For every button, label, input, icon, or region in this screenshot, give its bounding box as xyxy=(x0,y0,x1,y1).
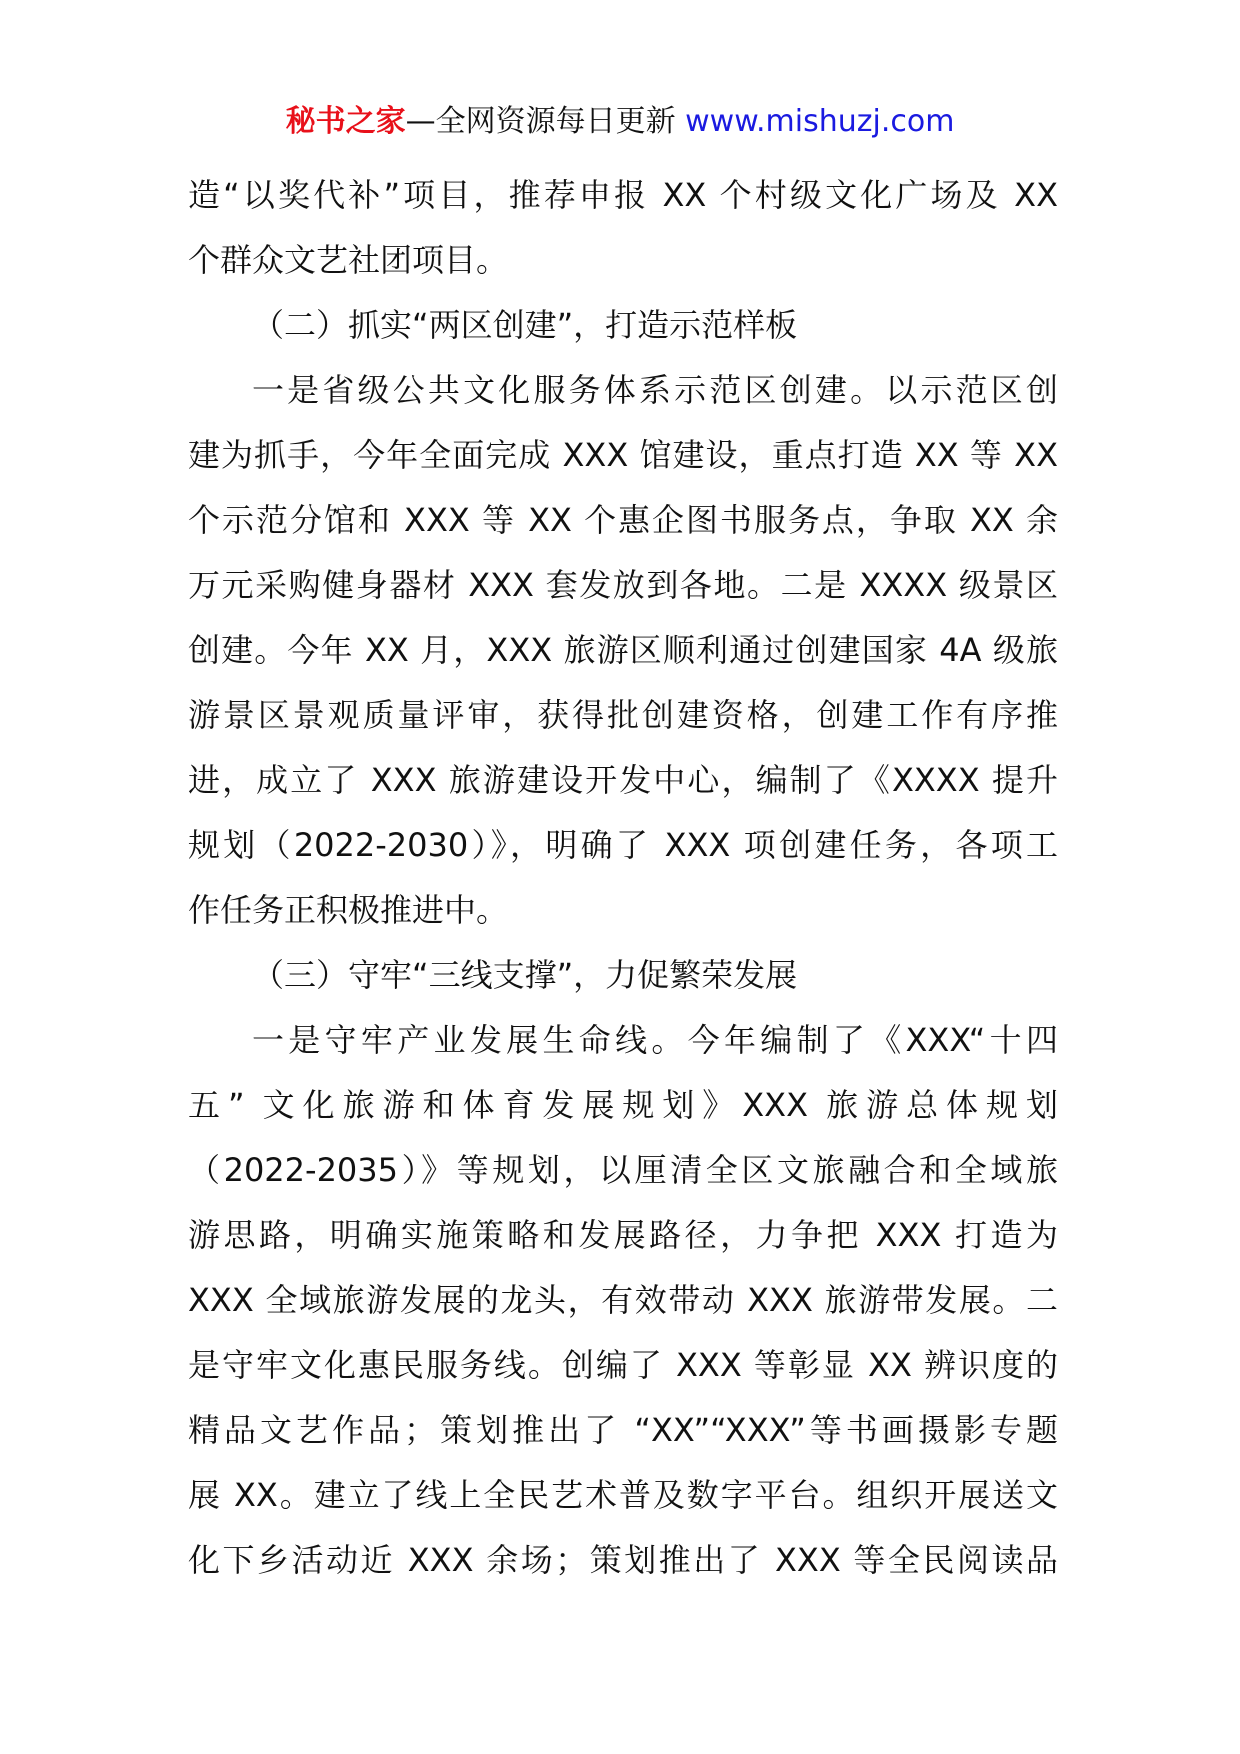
body-line: 建为抓手，今年全面完成 XXX 馆建设，重点打造 XX 等 XX xyxy=(188,436,1058,474)
body-line: 个示范分馆和 XXX 等 XX 个惠企图书服务点，争取 XX 余 xyxy=(188,501,1058,539)
site-url-link[interactable]: www.mishuzj.com xyxy=(685,104,955,139)
body-line: 万元采购健身器材 XXX 套发放到各地。二是 XXXX 级景区 xyxy=(188,566,1058,604)
body-line: 创建。今年 XX 月，XXX 旅游区顺利通过创建国家 4A 级旅 xyxy=(188,631,1058,669)
body-line: 游思路，明确实施策略和发展路径，力争把 XXX 打造为 xyxy=(188,1216,1058,1254)
body-line: （2022-2035）》等规划，以厘清全区文旅融合和全域旅 xyxy=(188,1151,1058,1189)
paragraph-start-line: 一是省级公共文化服务体系示范区创建。以示范区创 xyxy=(252,371,1058,409)
body-line: 规划（2022-2030）》，明确了 XXX 项创建任务，各项工 xyxy=(188,826,1058,864)
body-line: 化下乡活动近 XXX 余场；策划推出了 XXX 等全民阅读品 xyxy=(188,1541,1058,1579)
body-line: 作任务正积极推进中。 xyxy=(188,891,509,929)
body-line: XXX 全域旅游发展的龙头，有效带动 XXX 旅游带发展。二 xyxy=(188,1281,1058,1319)
body-line: 个群众文艺社团项目。 xyxy=(188,241,509,279)
body-line: 游景区景观质量评审，获得批创建资格，创建工作有序推 xyxy=(188,696,1058,734)
site-brand: 秘书之家 xyxy=(285,104,406,139)
site-tagline: —全网资源每日更新 xyxy=(405,104,686,139)
body-line: 是守牢文化惠民服务线。创编了 XXX 等彰显 XX 辨识度的 xyxy=(188,1346,1058,1384)
body-line: 造“以奖代补”项目，推荐申报 XX 个村级文化广场及 XX xyxy=(188,176,1058,214)
section-heading: （三）守牢“三线支撑”，力促繁荣发展 xyxy=(252,956,798,994)
body-line: 进，成立了 XXX 旅游建设开发中心，编制了《XXXX 提升 xyxy=(188,761,1058,799)
paragraph-start-line: 一是守牢产业发展生命线。今年编制了《XXX“十四 xyxy=(252,1021,1058,1059)
site-header xyxy=(0,100,1240,144)
body-line: 精品文艺作品；策划推出了 “XX”“XXX”等书画摄影专题 xyxy=(188,1411,1058,1449)
body-line: 五” 文化旅游和体育发展规划》XXX 旅游总体规划 xyxy=(188,1086,1058,1124)
body-line: 展 XX。建立了线上全民艺术普及数字平台。组织开展送文 xyxy=(188,1476,1058,1514)
document-body xyxy=(188,163,1058,1593)
section-heading: （二）抓实“两区创建”，打造示范样板 xyxy=(252,306,798,344)
